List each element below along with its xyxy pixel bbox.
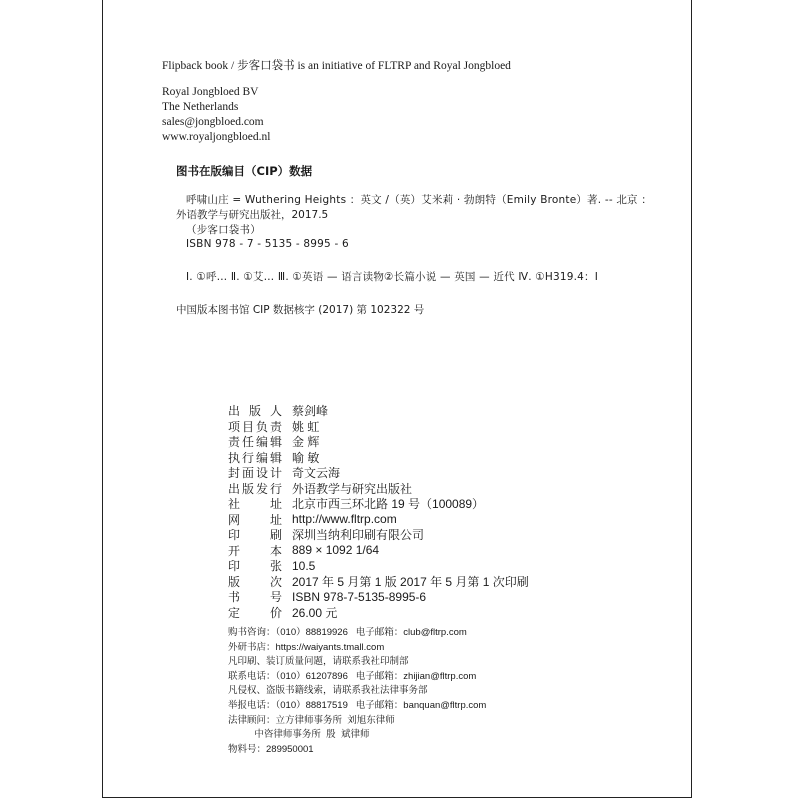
contact-website: www.royaljongbloed.nl xyxy=(162,131,271,143)
credit-label: 责 任 编 辑 xyxy=(228,435,282,450)
credit-label: 印 张 xyxy=(228,559,282,574)
footer-line: 举报电话：（010）88817519 电子邮箱：banquan@fltrp.com xyxy=(228,699,487,711)
credit-label: 出 版 发 行 xyxy=(228,481,282,496)
credit-row xyxy=(228,543,529,559)
credit-value: 姚 虹 xyxy=(292,419,320,434)
credit-row xyxy=(228,450,529,466)
contact-company: Royal Jongbloed BV xyxy=(162,86,259,98)
credit-value: 喻 敏 xyxy=(292,450,320,465)
footer-line: 凡侵权、盗版书籍线索，请联系我社法律事务部 xyxy=(228,685,428,697)
footer-line: 联系电话：（010）61207896 电子邮箱：zhijian@fltrp.com xyxy=(228,670,477,682)
credit-label: 网 址 xyxy=(228,512,282,527)
credits-table xyxy=(228,403,529,620)
credit-label: 印 刷 xyxy=(228,528,282,543)
credit-value: 10.5 xyxy=(292,558,316,573)
footer-line: 中咨律师事务所 殷 斌律师 xyxy=(228,729,370,741)
credit-label: 项 目 负 责 xyxy=(228,419,282,434)
credit-row xyxy=(228,512,529,528)
credit-value: 2017 年 5 月第 1 版 2017 年 5 月第 1 次印刷 xyxy=(292,574,529,589)
credit-row xyxy=(228,419,529,435)
contact-email: sales@jongbloed.com xyxy=(162,116,264,128)
credit-label: 执 行 编 辑 xyxy=(228,450,282,465)
cip-line-isbn: ISBN 978 - 7 - 5135 - 8995 - 6 xyxy=(186,238,349,250)
credit-label: 社 址 xyxy=(228,497,282,512)
footer-line: 凡印刷、装订质量问题，请联系我社印制部 xyxy=(228,656,409,668)
credit-value: 889 × 1092 1/64 xyxy=(292,543,380,558)
footer-contact-info xyxy=(228,624,486,755)
credit-row xyxy=(228,496,529,512)
credit-row xyxy=(228,605,529,621)
credit-row xyxy=(228,574,529,590)
publisher-statement: Flipback book / 步客口袋书 is an initiative of FLTRP and Royal Jongbloed xyxy=(162,60,511,72)
cip-line-title: 呼啸山庄 = Wuthering Heights ：英文 /（英）艾米莉 · 勃朗特（Emily Bronte）著. -- 北京 ： xyxy=(186,194,652,206)
credit-row xyxy=(228,403,529,419)
contact-country: The Netherlands xyxy=(162,101,239,113)
credit-label: 书 号 xyxy=(228,590,282,605)
credit-value: 金 辉 xyxy=(292,435,320,450)
credit-row xyxy=(228,434,529,450)
cip-title: 图书在版编目（CIP）数据 xyxy=(176,164,313,178)
footer-line: 法律顾问：立方律师事务所 刘旭东律师 xyxy=(228,714,395,726)
footer-line: 物料号：289950001 xyxy=(228,743,314,755)
credit-value: http://www.fltrp.com xyxy=(292,512,397,527)
cip-record-number: 中国版本图书馆 CIP 数据核字 (2017) 第 102322 号 xyxy=(176,304,425,316)
cip-line-series: （步客口袋书） xyxy=(186,224,261,236)
credit-label: 定 价 xyxy=(228,605,282,620)
credit-value: ISBN 978-7-5135-8995-6 xyxy=(292,589,427,604)
cip-classification: Ⅰ. ①呼… Ⅱ. ①艾… Ⅲ. ①英语 — 语言读物②长篇小说 — 英国 — 近代 Ⅳ. ①H319.4：I xyxy=(186,271,599,283)
credit-value: 奇文云海 xyxy=(292,466,341,481)
credit-row xyxy=(228,465,529,481)
credit-row xyxy=(228,589,529,605)
credit-value: 蔡剑峰 xyxy=(292,404,329,419)
footer-line: 外研书店：https://waiyants.tmall.com xyxy=(228,641,385,653)
credit-value: 深圳当纳利印刷有限公司 xyxy=(292,528,425,543)
credit-value: 外语教学与研究出版社 xyxy=(292,481,413,496)
credit-label: 版 次 xyxy=(228,574,282,589)
credit-row xyxy=(228,527,529,543)
cip-line-publisher: 外语教学与研究出版社，2017.5 xyxy=(176,209,329,221)
credit-row xyxy=(228,558,529,574)
footer-line: 购书咨询：（010）88819926 电子邮箱：club@fltrp.com xyxy=(228,627,467,638)
credit-row xyxy=(228,481,529,497)
credit-label: 开 本 xyxy=(228,543,282,558)
credit-value: 北京市西三环北路 19 号（100089） xyxy=(292,497,485,512)
credit-label: 出 版 人 xyxy=(228,404,282,419)
credit-value: 26.00 元 xyxy=(292,605,338,620)
credit-label: 封 面 设 计 xyxy=(228,466,282,481)
